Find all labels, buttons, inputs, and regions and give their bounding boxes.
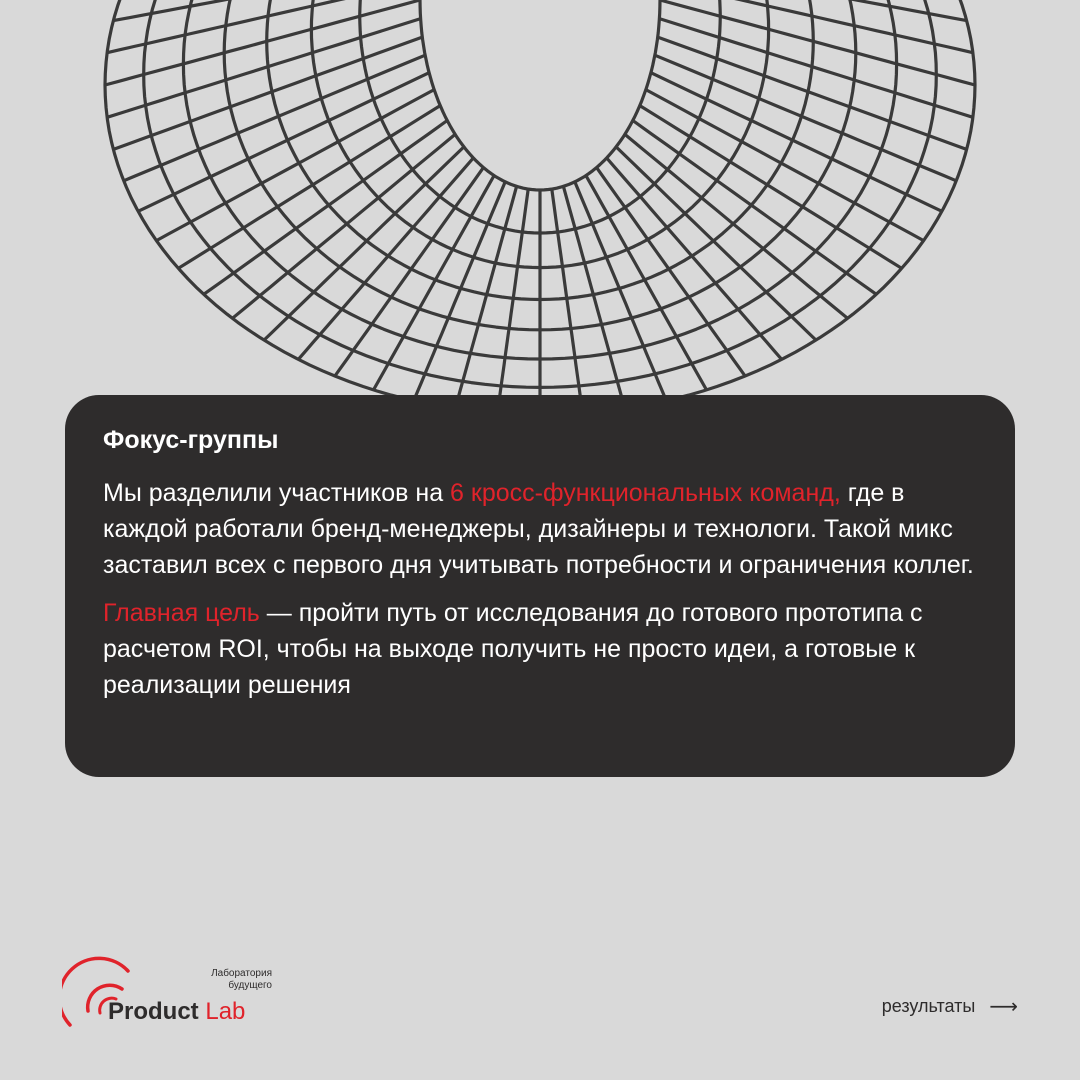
torus-spoke bbox=[552, 189, 583, 413]
long-arrow-right-icon: ⟶ bbox=[989, 995, 1018, 1018]
logo-tagline bbox=[211, 968, 272, 992]
torus-spoke bbox=[374, 176, 495, 390]
card-title: Фокус-группы bbox=[103, 426, 279, 454]
torus-spoke bbox=[625, 134, 848, 318]
torus-spoke bbox=[264, 147, 464, 340]
next-slide-label: результаты bbox=[881, 996, 976, 1016]
logo-wordmark bbox=[108, 998, 245, 1026]
card-paragraph-teams-text-end: где в каждой работали бренд-менеджеры, дизайнеры и технологи. Такой микс заставил всех с первого дня учитывать потребности и ограничения коллег. bbox=[103, 479, 974, 579]
next-slide-link[interactable] bbox=[882, 996, 1018, 1017]
torus-spoke bbox=[616, 147, 816, 340]
info-card bbox=[65, 395, 1015, 777]
card-paragraph-goal-text: — пройти путь от исследования до готового прототипа с расчетом ROI, чтобы на выходе получить не просто идеи, а готовые к реализации решения bbox=[103, 599, 923, 699]
card-paragraph-teams bbox=[103, 475, 975, 583]
logo-tagline-line1: Лаборатория bbox=[211, 968, 272, 979]
logo-word-product: Product bbox=[108, 998, 199, 1025]
logo-word-lab: Lab bbox=[205, 998, 246, 1025]
goal-highlight: Главная цель bbox=[103, 599, 260, 627]
torus-spoke bbox=[586, 176, 707, 390]
product-lab-logo bbox=[62, 955, 292, 1035]
card-paragraph-teams-text-start: Мы разделили участников на bbox=[103, 479, 451, 507]
torus-spoke bbox=[497, 189, 528, 413]
torus-spoke bbox=[232, 134, 455, 318]
logo-tagline-line2: будущего bbox=[228, 980, 272, 991]
wireframe-torus-graphic bbox=[0, 0, 1080, 420]
card-paragraph-goal bbox=[103, 595, 975, 703]
teams-highlight: 6 кросс-функциональных команд, bbox=[450, 479, 841, 507]
torus-ring bbox=[420, 0, 660, 190]
